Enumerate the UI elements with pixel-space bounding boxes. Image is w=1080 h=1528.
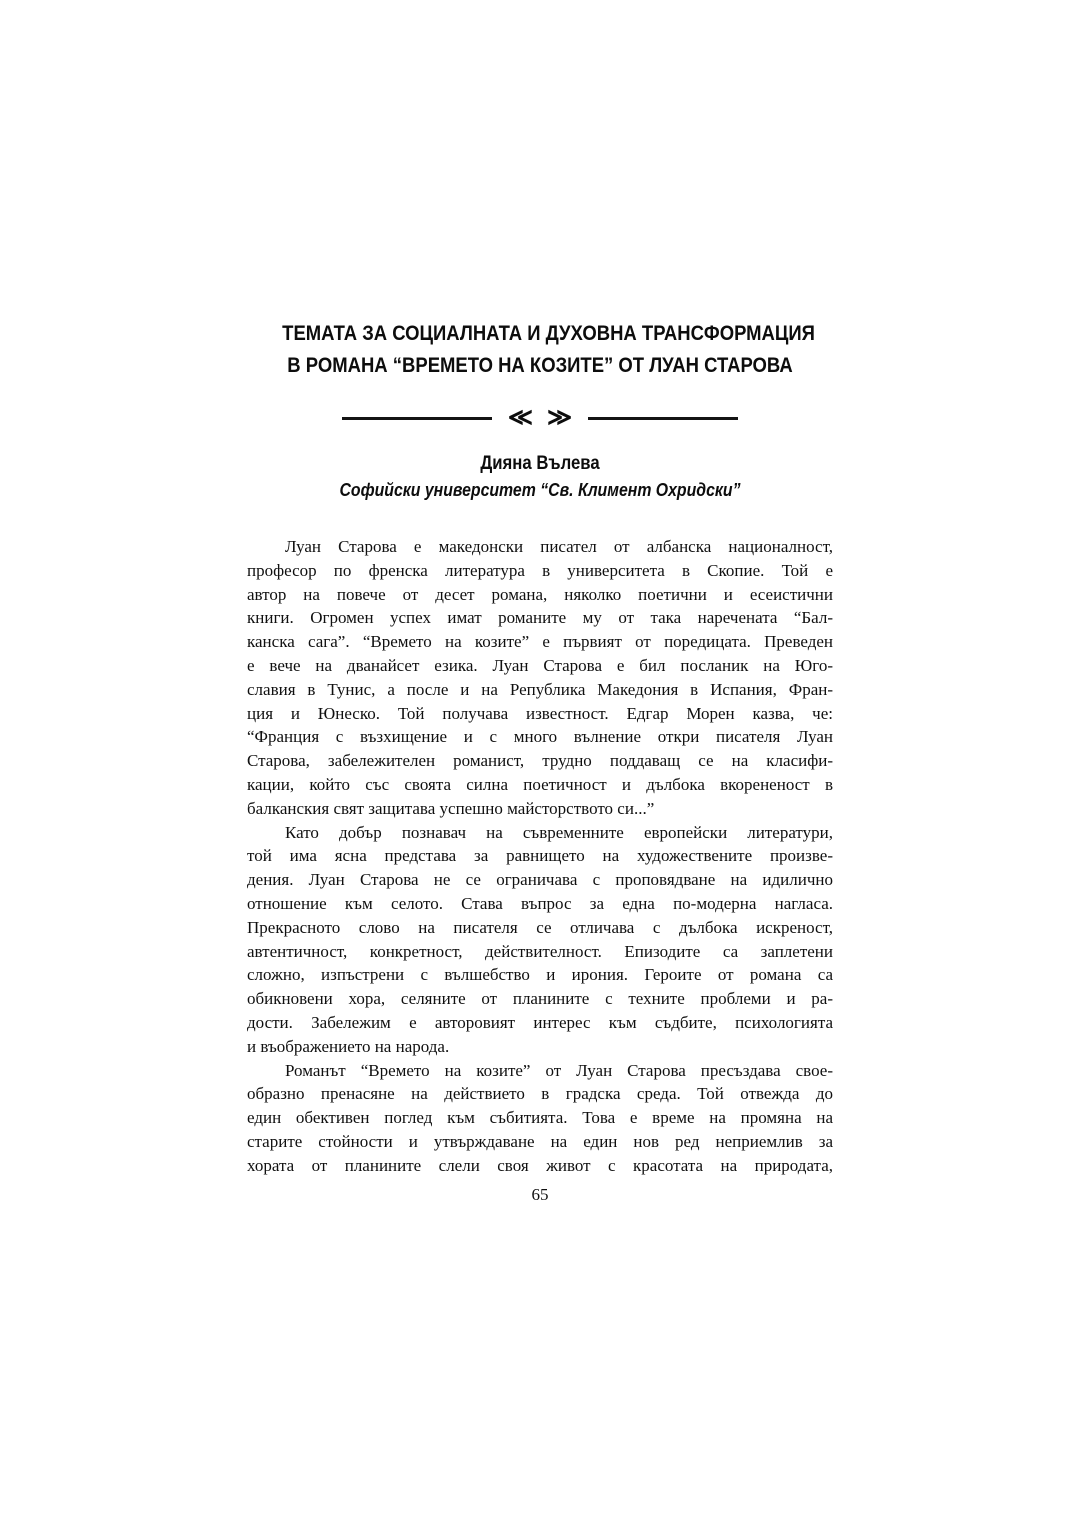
text-line: образно пренасяне на действието в градска среда. Той отвежда до	[247, 1084, 833, 1104]
section-divider	[247, 406, 833, 430]
text-line: е вече на дванайсет езика. Луан Старова е бил посланик на Юго-	[247, 655, 833, 675]
text-line: професор по френска литература в университета в Скопие. Той е	[247, 560, 833, 580]
text-line: Старова, забележителен романист, трудно поддаващ се на класифи-	[247, 751, 833, 771]
text-line: старите стойности и утвърждаване на един нов ред неприемлив за	[247, 1131, 833, 1151]
text-line: славия в Тунис, а после и на Република Македония в Испания, Фран-	[247, 679, 833, 699]
text-line: Като добър познавач на съвременните европейски литератури,	[285, 822, 833, 842]
body-text	[247, 535, 833, 1178]
text-line: той има ясна представа за равнището на художествените произве-	[247, 846, 833, 866]
text-line: и въображението на народа.	[247, 1036, 450, 1056]
text-line: книги. Огромен успех имат романите му от така наречената “Бал-	[247, 608, 833, 628]
double-left-angle-icon: ≪	[507, 405, 533, 431]
article-title-line-2: В РОМАНА “ВРЕМЕТО НА КОЗИТЕ” ОТ ЛУАН СТАРОВА	[287, 354, 793, 377]
author-affiliation: Софийски университет “Св. Климент Охридски”	[339, 480, 741, 500]
text-line: дости. Забележим е авторовият интерес към съдбите, психологията	[247, 1012, 833, 1032]
author-name: Дияна Вълева	[480, 453, 600, 474]
text-line: сложно, изпъстрени с вълшебство и ирония. Героите от романа са	[247, 965, 833, 985]
text-line: обикновени хора, селяните от планините с техните проблеми и ра-	[247, 989, 833, 1009]
double-right-angle-icon: ≫	[547, 405, 573, 431]
article-title-line-1: ТЕМАТА ЗА СОЦИАЛНАТА И ДУХОВНА ТРАНСФОРМАЦИЯ	[282, 322, 815, 345]
text-column	[247, 318, 833, 1205]
text-line: канска сага”. “Времето на козите” е първият от поредицата. Преведен	[247, 632, 833, 652]
text-line: Романът “Времето на козите” от Луан Старова пресъздава свое-	[285, 1060, 833, 1080]
text-line: автор на повече от десет романа, няколко поетични и есеистични	[247, 584, 833, 604]
text-line: дения. Луан Старова не се ограничава с проповядване на идилично	[247, 870, 833, 890]
text-line: кации, който със своята силна поетичност и дълбока вкорененост в	[247, 774, 833, 794]
text-line: един обективен поглед към събитията. Това е време на промяна на	[247, 1108, 833, 1128]
author-block	[282, 450, 798, 503]
text-line: балканския свят защитава успешно майсторството си...”	[247, 798, 655, 818]
divider-ornament	[508, 406, 572, 430]
page-number: 65	[531, 1184, 549, 1204]
text-line: отношение към селото. Става въпрос за една по-модерна нагласа.	[247, 893, 833, 913]
text-line: Прекрасното слово на писателя се отличава с дълбока искреност,	[247, 917, 833, 937]
text-line: ция и Юнеско. Той получава известност. Едгар Морен казва, че:	[247, 703, 833, 723]
text-line: хората от планините слели своя живот с красотата на природата,	[247, 1155, 833, 1175]
text-line: автентичност, конкретност, действителност. Епизодите са заплетени	[247, 941, 833, 961]
article-title	[282, 318, 815, 382]
text-line: Луан Старова е македонски писател от албанска националност,	[285, 537, 833, 556]
text-line: “Франция с възхищение и с много вълнение откри писателя Луан	[247, 727, 833, 747]
divider-rule-right	[588, 417, 738, 420]
divider-rule-left	[342, 417, 492, 420]
